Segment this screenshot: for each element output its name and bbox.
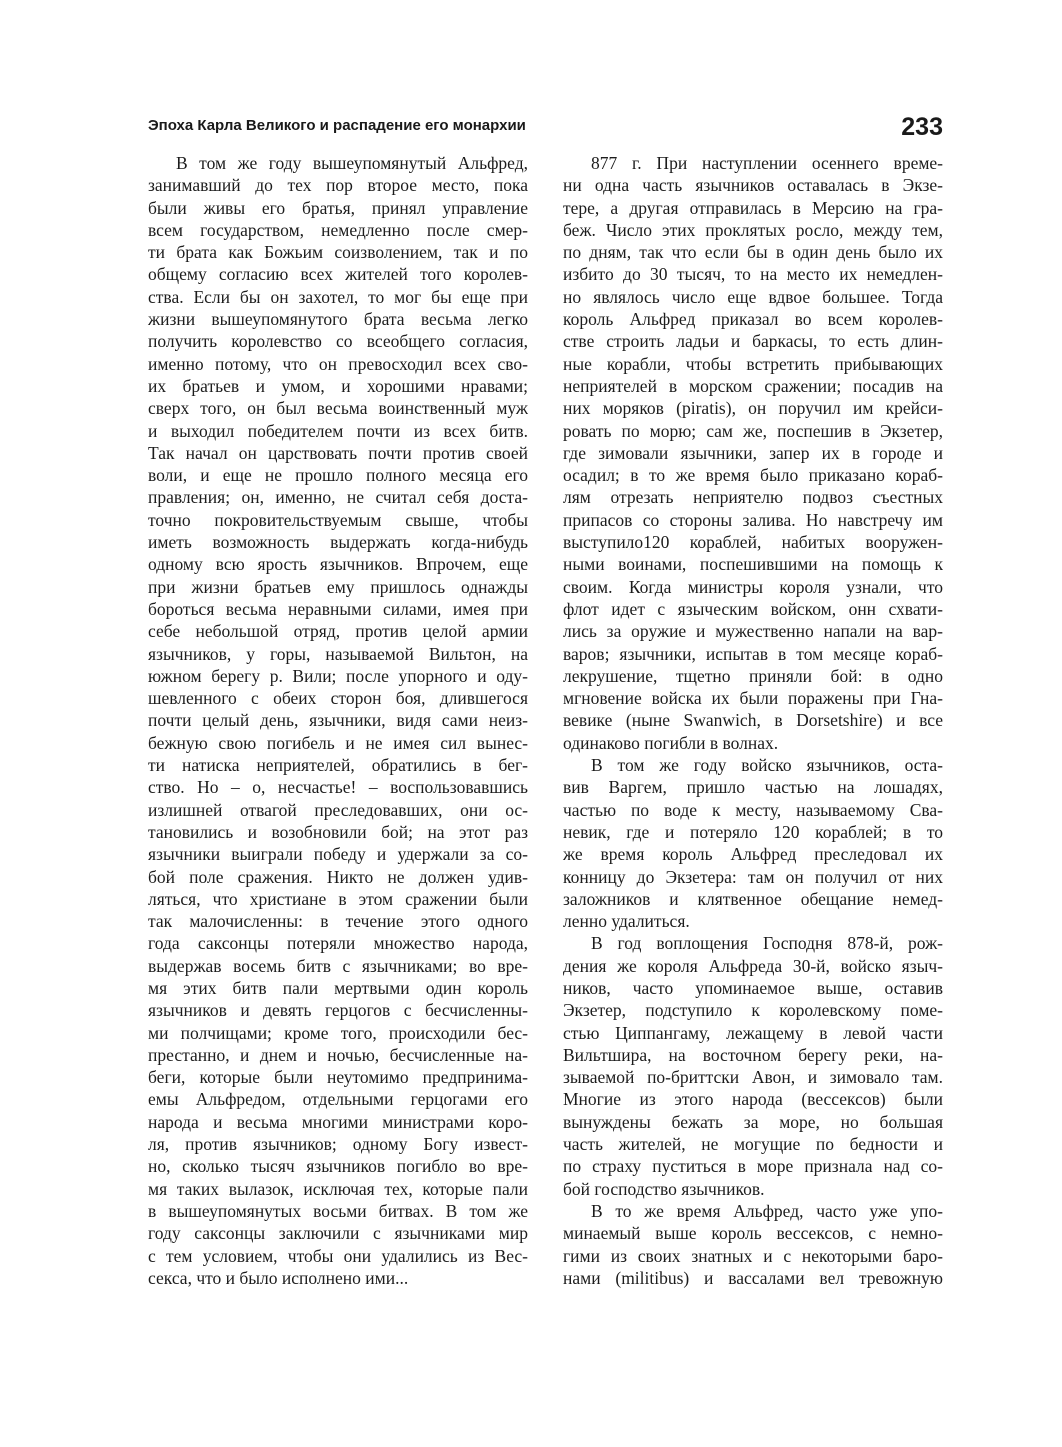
text-line: В то же время Альфред, часто уже упо- bbox=[591, 1200, 943, 1221]
running-header-title: Эпоха Карла Великого и распадение его монархии bbox=[148, 117, 526, 134]
text-line: король Альфред приказал во всем королев- bbox=[563, 309, 943, 330]
text-line: припасов со стороны залива. Но навстречу им bbox=[563, 509, 943, 530]
text-line: зываемой по-бриттски Авон, и зимовало там. bbox=[563, 1067, 943, 1088]
text-line: ровать по морю; сам же, поспешив в Экзетер, bbox=[563, 420, 943, 441]
text-line: язычники выиграли победу и удержали за со- bbox=[148, 844, 528, 865]
text-line: но, сколько тысяч язычников погибло во вре- bbox=[148, 1156, 528, 1177]
text-line: занимавший до тех пор второе место, пока bbox=[148, 175, 528, 196]
text-line: язычников и девять герцогов с бесчисленны- bbox=[148, 1000, 528, 1021]
text-line: стью Циппангаму, лежащему в левой части bbox=[563, 1022, 943, 1043]
text-line: общему согласию всех жителей того королев- bbox=[148, 264, 528, 285]
text-line: тановились и возобновили бой; на этот раз bbox=[148, 821, 528, 842]
text-line: беж. Число этих проклятых росло, между тем, bbox=[563, 219, 943, 240]
text-line: сверх того, он был весьма воинственный муж bbox=[148, 398, 528, 419]
text-line: неприятелей в морском сражении; посадив на bbox=[563, 375, 943, 396]
text-line: заложников и клятвенное обещание немед- bbox=[563, 888, 943, 909]
text-line: Так начал он царствовать почти против своей bbox=[148, 442, 528, 463]
text-line: ми полчищами; кроме того, происходили бес- bbox=[148, 1022, 528, 1043]
text-line: при жизни братьев ему пришлось однажды bbox=[148, 576, 528, 597]
text-line: невик, где и потеряло 120 кораблей; в то bbox=[563, 821, 943, 842]
text-line: конницу до Экзетера: там он получил от них bbox=[563, 866, 943, 887]
text-line: году саксонцы заключили с язычниками мир bbox=[148, 1223, 528, 1244]
text-line: часть жителей, не могущие по бедности и bbox=[563, 1134, 943, 1155]
text-line: одному всю ярость язычников. Впрочем, еще bbox=[148, 554, 528, 575]
text-line: почти целый день, язычники, видя сами неиз- bbox=[148, 710, 528, 731]
page-number: 233 bbox=[901, 113, 943, 141]
text-line: в вышеупомянутых восьми битвах. В том же bbox=[148, 1200, 528, 1221]
text-line: же время король Альфред преследовал их bbox=[563, 844, 943, 865]
text-line: ства. Если бы он захотел, то мог бы еще при bbox=[148, 286, 528, 307]
text-line: ти натиска неприятелей, обратились в бег- bbox=[148, 755, 528, 776]
text-line: одинаково погибли в волнах. bbox=[563, 732, 779, 753]
text-line: по страху пуститься в море признала над со- bbox=[563, 1156, 943, 1177]
text-line: частью по воде к месту, называемому Сва- bbox=[563, 799, 943, 820]
text-line: лям отрезать неприятелю подвоз съестных bbox=[563, 487, 943, 508]
text-line: престанно, и днем и ночью, бесчисленные на- bbox=[148, 1044, 528, 1065]
text-line: года саксонцы потеряли множество народа, bbox=[148, 933, 528, 954]
left-text-column bbox=[148, 152, 528, 1289]
text-line: ников, часто упоминаемое выше, оставив bbox=[563, 977, 943, 998]
text-line: Вильтшира, на восточном берегу реки, на- bbox=[563, 1044, 943, 1065]
text-line: излишней отвагой преследовавших, они ос- bbox=[148, 799, 528, 820]
text-line: и выходил победителем почти из всех битв. bbox=[148, 420, 528, 441]
text-line: лись за оружие и мужественно напали на вар- bbox=[563, 621, 943, 642]
text-line: дения же короля Альфреда 30-й, войско языч- bbox=[563, 955, 943, 976]
text-line: 877 г. При наступлении осеннего време- bbox=[591, 153, 943, 173]
text-line: Многие из этого народа (вессексов) были bbox=[563, 1089, 943, 1110]
text-line: минаемый выше король вессексов, с немно- bbox=[563, 1223, 943, 1244]
text-line: варов; язычники, испытав в том месяце кораб- bbox=[563, 643, 943, 664]
text-line: своим. Когда министры короля узнали, что bbox=[563, 576, 943, 597]
text-line: лекрушение, тщетно приняли бой: в одно bbox=[563, 665, 943, 686]
text-line: стве строить ладьи и баркасы, то есть длин- bbox=[563, 331, 943, 352]
text-line: ными воинами, поспешившими на помощь к bbox=[563, 554, 943, 575]
text-line: выдержав восемь битв с язычниками; во вре- bbox=[148, 955, 528, 976]
text-line: южном берегу р. Вили; после упорного и оду- bbox=[148, 665, 528, 686]
text-line: себе небольшой отряд, против целой армии bbox=[148, 621, 528, 642]
text-line: бежную свою погибель и не имея сил вынес- bbox=[148, 732, 528, 753]
text-line: по дням, так что если бы в один день было их bbox=[563, 242, 943, 263]
text-line: ные корабли, чтобы встретить прибывающих bbox=[563, 353, 943, 374]
text-line: В том же году вышеупомянутый Альфред, bbox=[176, 153, 528, 173]
text-line: ни одна часть язычников оставалась в Экзе- bbox=[563, 175, 943, 196]
text-line: тере, а другая отправилась в Мерсию на гра- bbox=[563, 197, 943, 218]
text-line: именно потому, что он превосходил всех сво- bbox=[148, 353, 528, 374]
text-line: где зимовали язычники, запер их в городе и bbox=[563, 442, 943, 463]
text-line: воли, и еще не прошло полного месяца его bbox=[148, 465, 528, 486]
text-line: избито до 30 тысяч, то на место их немедлен- bbox=[563, 264, 943, 285]
text-line: жизни вышеупомянутого брата весьма легко bbox=[148, 309, 528, 330]
text-line: бой господство язычников. bbox=[563, 1178, 765, 1199]
text-line: В том же году войско язычников, оста- bbox=[591, 755, 943, 776]
text-line: флот идет с языческим войском, онн схвати- bbox=[563, 598, 943, 619]
text-line: их братьев и умом, и хорошими нравами; bbox=[148, 375, 528, 396]
text-line: были живы его братья, принял управление bbox=[148, 197, 528, 218]
right-text-column bbox=[563, 152, 943, 1289]
text-line: бой поле сражения. Никто не должен удив- bbox=[148, 866, 528, 887]
text-line: бороться весьма неравными силами, имея при bbox=[148, 598, 528, 619]
text-line: ля, против язычников; одному Богу извест- bbox=[148, 1134, 528, 1155]
text-line: беги, которые были неутомимо предпринима- bbox=[148, 1067, 528, 1088]
text-line: ленно удалиться. bbox=[563, 911, 690, 932]
text-line: выступило120 кораблей, набитых вооружен- bbox=[563, 532, 943, 553]
text-line: правления; он, именно, не считал себя доста- bbox=[148, 487, 528, 508]
text-line: иметь возможность выдержать когда-нибудь bbox=[148, 532, 528, 553]
text-line: Экзетер, подступило к королевскому поме- bbox=[563, 1000, 943, 1021]
text-line: всем государством, немедленно после смер- bbox=[148, 219, 528, 240]
text-line: осадил; в то же время было приказано кораб- bbox=[563, 465, 943, 486]
text-line: вевике (ныне Swanwich, в Dorsetshire) и все bbox=[563, 710, 943, 731]
text-line: шевленного с обеих сторон боя, длившегося bbox=[148, 688, 528, 709]
text-line: народа и весьма многими министрами коро- bbox=[148, 1111, 528, 1132]
text-line: так малочисленны: в течение этого одного bbox=[148, 911, 528, 932]
text-line: получить королевство со всеобщего согласия, bbox=[148, 331, 528, 352]
text-line: гими из своих знатных и с некоторыми баро- bbox=[563, 1245, 943, 1266]
text-line: В год воплощения Господня 878-й, рож- bbox=[591, 933, 943, 954]
text-line: ляться, что христиане в этом сражении были bbox=[148, 888, 528, 909]
text-line: мя этих битв пали мертвыми один король bbox=[148, 977, 528, 998]
text-line: нами (militibus) и вассалами вел тревожную bbox=[563, 1267, 943, 1288]
text-line: вынуждены бежать за море, но большая bbox=[563, 1111, 943, 1132]
text-line: мя таких вылазок, исключая тех, которые пали bbox=[148, 1178, 528, 1199]
text-line: вив Варгем, пришло частью на лошадях, bbox=[563, 777, 943, 798]
text-line: но являлось число еще вдвое большее. Тогда bbox=[563, 286, 943, 307]
text-line: язычников, у горы, называемой Вильтон, на bbox=[148, 643, 528, 664]
text-line: ти брата как Божьим соизволением, так и по bbox=[148, 242, 528, 263]
text-line: них моряков (piratis), он поручил им крейси- bbox=[563, 398, 943, 419]
text-line: секса, что и было исполнено ими... bbox=[148, 1267, 409, 1288]
text-line: с тем условием, чтобы они удалились из Вес- bbox=[148, 1245, 528, 1266]
text-line: ство. Но – о, несчастье! – воспользовавшись bbox=[148, 777, 528, 798]
text-line: точно покровительствуемым свыше, чтобы bbox=[148, 509, 528, 530]
text-line: мгновение войска их были поражены при Гна- bbox=[563, 688, 943, 709]
text-line: емы Альфредом, отдельными герцогами его bbox=[148, 1089, 528, 1110]
